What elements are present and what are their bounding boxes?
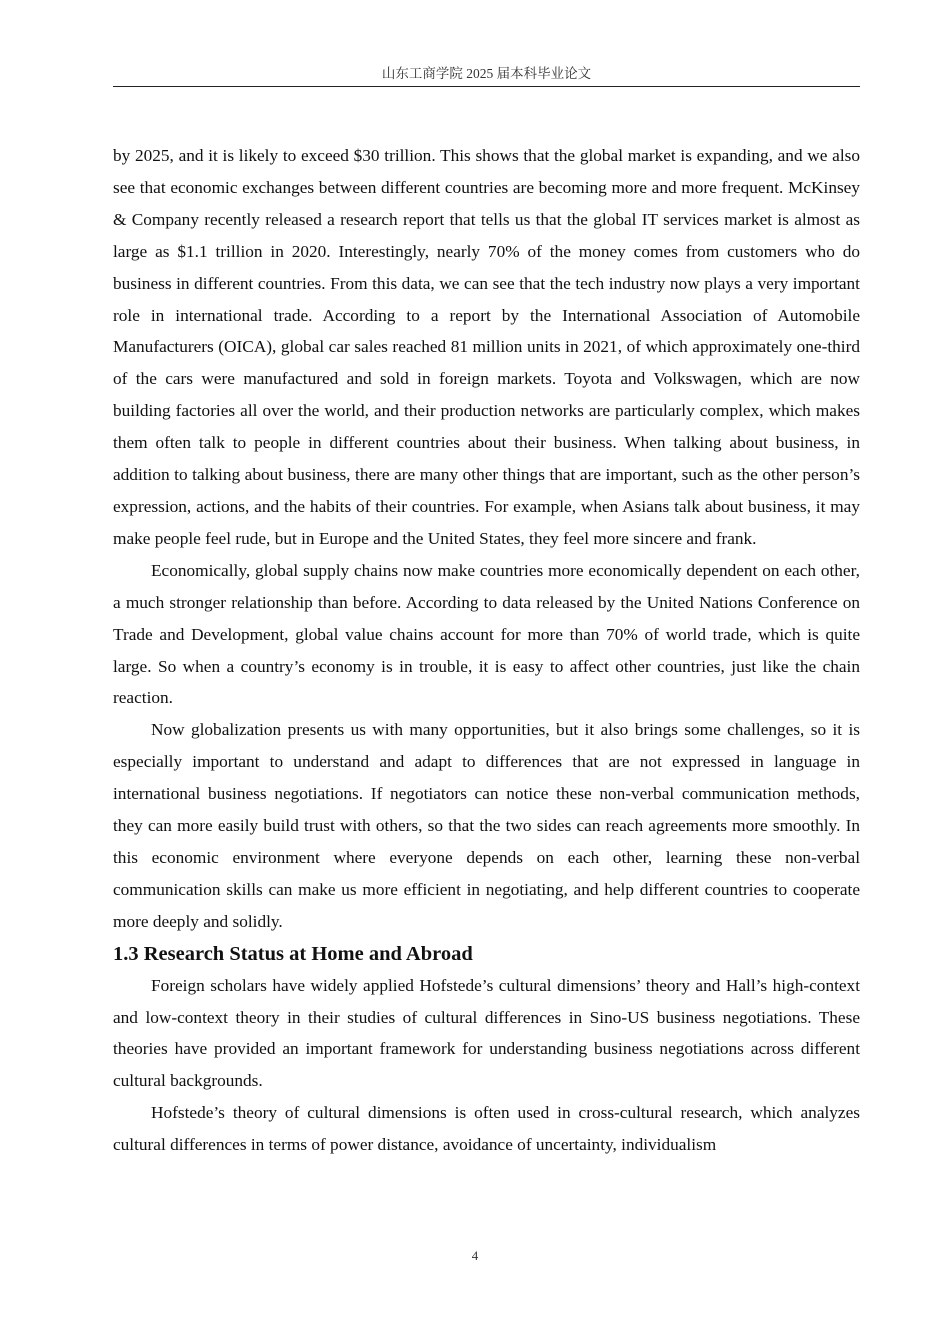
paragraph-hofstede: Hofstede’s theory of cultural dimensions is often used in cross-cultural research, which analyzes cultural differences in terms of power distance, avoidance of uncertainty, individualism (113, 1103, 860, 1155)
paragraph-supply-chains: Economically, global supply chains now make countries more economically dependent on each other, a much stronger relationship than before. According to data released by the United Nations Conference on Trade and Development, global value chains account for more than 70% of world trade, which is quite large. So when a country’s economy is in trouble, it is easy to affect other countries, just like the chain reaction. (113, 560, 860, 708)
body-text (113, 140, 860, 1161)
page-header: 山东工商学院 2025 届本科毕业论文 (113, 64, 860, 87)
paragraph-globalization: Now globalization presents us with many opportunities, but it also brings some challenges, so it is especially important to understand and adapt to differences that are not expressed in language in international business negotiations. If negotiators can notice these non-verbal communication methods, they can more easily build trust with others, so that the two sides can reach agreements more smoothly. In this economic environment where everyone depends on each other, learning these non-verbal communication skills can make us more efficient in negotiating, and help different countries to cooperate more deeply and solidly. (113, 720, 860, 931)
paragraph-foreign-scholars: Foreign scholars have widely applied Hofstede’s cultural dimensions’ theory and Hall’s high-context and low-context theory in their studies of cultural differences in Sino-US business negotiations. These theories have provided an important framework for understanding business negotiations across different cultural backgrounds. (113, 975, 860, 1091)
page-number: 4 (471, 1248, 479, 1263)
section-heading: 1.3 Research Status at Home and Abroad (113, 942, 473, 965)
paragraph-continued: by 2025, and it is likely to exceed $30 trillion. This shows that the global market is expanding, and we also see that economic exchanges between different countries are becoming more and more frequent. McKinsey & Company recently released a research report that tells us that the global IT services market is almost as large as $1.1 trillion in 2020. Interestingly, nearly 70% of the money comes from customers who do business in different countries. From this data, we can see that the tech industry now plays a very important role in international trade. According to a report by the International Association of Automobile Manufacturers (OICA), global car sales reached 81 million units in 2021, of which approximately one-third of the cars were manufactured and sold in foreign markets. Toyota and Volkswagen, which are now building factories all over the world, and their production networks are particularly complex, which makes them often talk to people in different countries about their business. When talking about business, in addition to talking about business, there are many other things that are important, such as the other person’s expression, actions, and the habits of their countries. For example, when Asians talk about business, it may make people feel rude, but in Europe and the United States, they feel more sincere and frank. (113, 146, 860, 548)
